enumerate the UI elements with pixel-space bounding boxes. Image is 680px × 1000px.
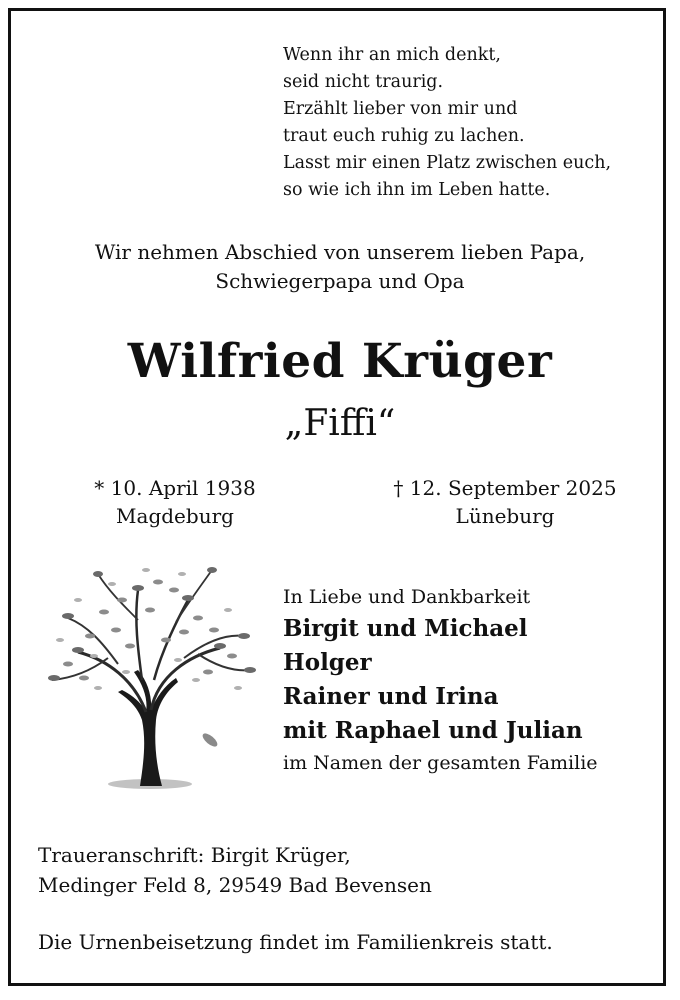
poem-line: Erzählt lieber von mir und	[283, 99, 518, 119]
poem	[283, 42, 611, 204]
intro-line: Wir nehmen Abschied von unserem lieben Papa,	[94, 240, 586, 264]
mourner-names	[283, 612, 598, 748]
mourner-name: mit Raphael und Julian	[283, 717, 583, 744]
birth-info	[70, 474, 280, 530]
mourners-block	[283, 582, 598, 778]
poem-line: Wenn ihr an mich denkt,	[283, 45, 501, 65]
death-info	[370, 474, 640, 530]
deceased-name: Wilfried Krüger	[127, 334, 553, 389]
mourners-tail: im Namen der gesamten Familie	[283, 752, 598, 774]
mourner-name: Rainer und Irina	[283, 683, 499, 710]
mourners-lead: In Liebe und Dankbarkeit	[283, 586, 531, 608]
mourning-address	[38, 840, 432, 900]
poem-line: seid nicht traurig.	[283, 72, 444, 92]
death-date: † 12. September 2025	[393, 476, 617, 500]
birth-date: * 10. April 1938	[94, 476, 256, 500]
intro-line: Schwiegerpapa und Opa	[215, 269, 465, 293]
tree-icon	[38, 560, 258, 796]
farewell-intro	[0, 238, 680, 296]
birth-place: Magdeburg	[116, 504, 234, 528]
address-line: Traueranschrift: Birgit Krüger,	[38, 843, 351, 867]
closing-note: Die Urnenbeisetzung findet im Familienkreis statt.	[38, 930, 553, 954]
poem-line: traut euch ruhig zu lachen.	[283, 126, 525, 146]
address-line: Medinger Feld 8, 29549 Bad Bevensen	[38, 873, 432, 897]
death-place: Lüneburg	[455, 504, 555, 528]
mourner-name: Holger	[283, 649, 372, 676]
poem-line: so wie ich ihn im Leben hatte.	[283, 180, 551, 200]
poem-line: Lasst mir einen Platz zwischen euch,	[283, 153, 612, 173]
deceased-nickname: „Fiffi“	[284, 403, 396, 444]
mourner-name: Birgit und Michael	[283, 615, 528, 642]
